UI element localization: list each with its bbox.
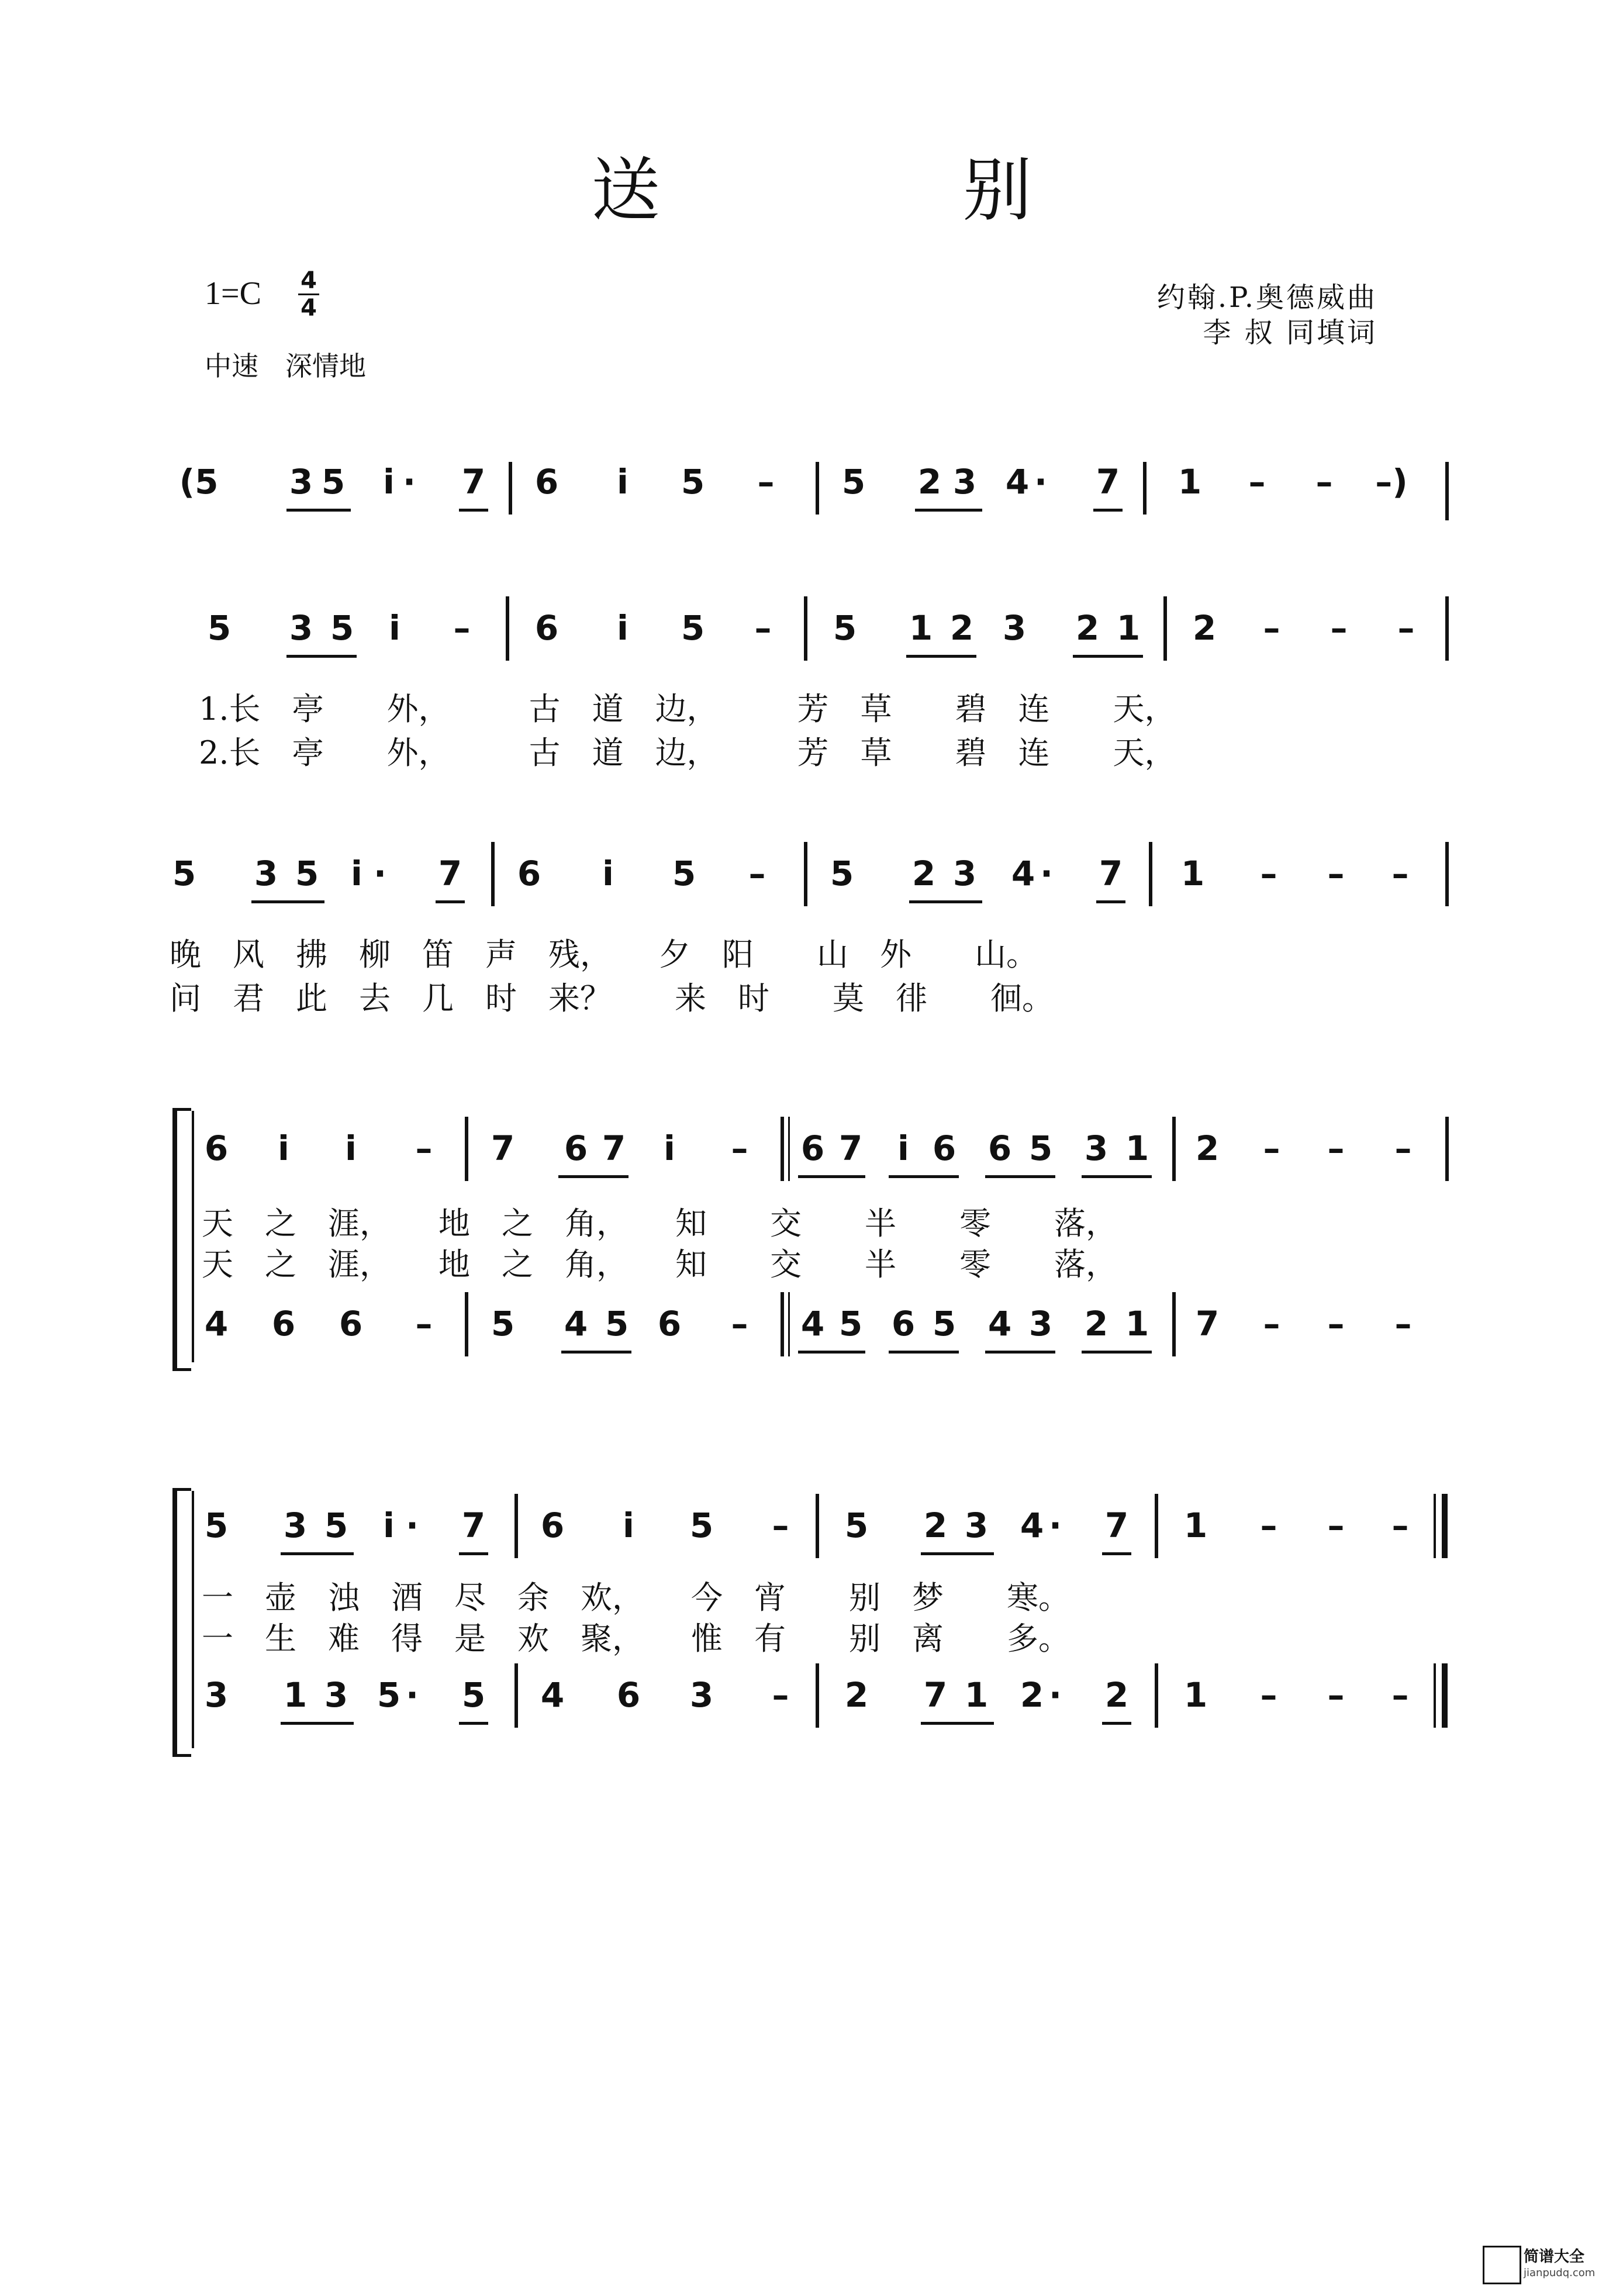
note: 5 [204,1506,229,1545]
note: – [1260,854,1277,893]
lower-note: 6 [271,1304,296,1344]
note: – [415,1128,433,1168]
note: i [623,1506,634,1545]
note: – [1263,1128,1280,1168]
lower-note: 5 [605,1304,629,1344]
dot: · [1048,1675,1062,1715]
note: 5 [689,1506,714,1545]
note: 2 [1192,608,1217,648]
note: 3 [952,462,977,502]
note: 2 [923,1506,948,1545]
lower-note: 2 [844,1675,869,1715]
lower-note: 5 [377,1675,401,1715]
note: – [748,854,766,893]
note: i [664,1128,675,1168]
note: 7 [1096,462,1120,502]
lower-note: – [1260,1675,1277,1715]
note: – [1391,854,1409,893]
note: 1 [1177,462,1202,502]
note: 5 [321,462,346,502]
note: 5 [841,462,866,502]
note: 2 [1075,608,1100,648]
note: 1 [909,608,933,648]
note: 5 [844,1506,869,1545]
key-signature: 1=C [205,275,261,312]
lower-note: 5 [461,1675,486,1715]
note: – [1330,608,1348,648]
note: 3 [952,854,977,893]
note: 6 [932,1128,956,1168]
lower-note: 5 [491,1304,515,1344]
note: 2 [1195,1128,1220,1168]
note: i [617,462,629,502]
lower-note: 1 [1183,1675,1208,1715]
note: 7 [602,1128,626,1168]
system-1 [0,462,1623,532]
note: 7 [438,854,462,893]
note: 6 [800,1128,825,1168]
note: 5 [1028,1128,1053,1168]
lyricist-credit: 李 叔 同填词 [1203,316,1377,349]
lyric-line-1: 晚 风 拂 柳 笛 声 残， 夕 阳 山 外 山。 [170,936,1038,973]
page-title: 送 别 [591,150,1172,230]
note: 6 [204,1128,229,1168]
note: 5 [833,608,857,648]
note: 3 [1002,608,1027,648]
note: 6 [564,1128,588,1168]
system-3 [0,854,1623,1029]
note: (5 [179,462,219,502]
note: i [345,1128,357,1168]
lyric-line-2: 一 生 难 得 是 欢 聚， 惟 有 别 离 多。 [202,1620,1070,1657]
dot: · [405,1506,419,1545]
watermark-url: jianpudq.com [1524,2267,1596,2279]
note: i [897,1128,909,1168]
lyric-line-1: 一 壶 浊 酒 尽 余 欢， 今 宵 别 梦 寒。 [202,1579,1070,1616]
composer-credit: 约翰.P.奥德威曲 [1156,281,1377,314]
note: 3 [964,1506,989,1545]
note: 5 [172,854,196,893]
note: 7 [491,1128,515,1168]
lyric-line-2: 2.长 亭 外， 古 道 边， 芳 草 碧 连 天， [199,734,1176,771]
note: – [1394,1128,1412,1168]
lyric-line-2: 天 之 涯， 地 之 角， 知 交 半 零 落， [202,1246,1117,1283]
lower-note: – [1327,1304,1345,1344]
lower-note: 3 [324,1675,348,1715]
note: 5 [330,608,354,648]
note: –) [1375,462,1408,502]
note: 1 [1180,854,1205,893]
note: – [1260,1506,1277,1545]
lower-note: – [1327,1675,1345,1715]
dot: · [373,854,387,893]
watermark-logo [1483,2243,1605,2284]
note: 1 [1183,1506,1208,1545]
lower-note: 5 [932,1304,956,1344]
lower-note: – [1391,1675,1409,1715]
note: 5 [324,1506,348,1545]
note: – [1391,1506,1409,1545]
lower-note: 4 [564,1304,588,1344]
note: 3 [254,854,278,893]
lyric-line-2: 问 君 此 去 几 时 来？ 来 时 莫 徘 徊。 [170,980,1054,1017]
lower-note: – [1263,1304,1280,1344]
note: – [757,462,775,502]
lower-note: 4 [540,1675,565,1715]
lower-note: 7 [1195,1304,1220,1344]
lower-note: 2 [1104,1675,1129,1715]
dot: · [1034,462,1048,502]
lower-note: 2 [1020,1675,1044,1715]
tempo-marking: 中速 深情地 [205,350,366,382]
note: – [1327,1506,1345,1545]
note: i [278,1128,289,1168]
note: 5 [672,854,696,893]
note: – [1397,608,1415,648]
note: 5 [681,462,705,502]
dot: · [1040,854,1054,893]
note: 6 [540,1506,565,1545]
time-signature-bottom: 4 [301,295,317,322]
lower-note: 5 [838,1304,863,1344]
note: 1 [1116,608,1141,648]
note: 3 [283,1506,308,1545]
note: – [731,1128,748,1168]
lower-note: 3 [689,1675,714,1715]
lower-note: – [1394,1304,1412,1344]
note: – [1248,462,1266,502]
note: 2 [917,462,942,502]
lower-note: 1 [964,1675,989,1715]
lower-note: 1 [283,1675,308,1715]
note: – [1263,608,1280,648]
time-signature [298,269,319,320]
lower-note: 3 [204,1675,229,1715]
note: 5 [295,854,319,893]
note: 7 [838,1128,863,1168]
note: – [772,1506,789,1545]
note: 3 [1084,1128,1109,1168]
dot: · [405,1675,419,1715]
note: 5 [830,854,854,893]
lyric-line-1: 天 之 涯， 地 之 角， 知 交 半 零 落， [202,1205,1117,1242]
note: 7 [1099,854,1123,893]
note: 7 [461,1506,486,1545]
note: – [1327,854,1345,893]
lower-note: 6 [891,1304,916,1344]
note: – [754,608,772,648]
note: i [389,608,400,648]
lower-note: 4 [204,1304,229,1344]
note: 4 [1011,854,1035,893]
lower-note: 1 [1125,1304,1149,1344]
lower-note: 7 [923,1675,948,1715]
watermark-brand: 简谱大全 [1524,2248,1585,2266]
lower-note: – [415,1304,433,1344]
note: 7 [1104,1506,1129,1545]
lower-note: 6 [616,1675,641,1715]
note: 7 [461,462,486,502]
note: 2 [949,608,974,648]
piano-keys-icon [1483,2246,1521,2284]
lower-note: – [772,1675,789,1715]
lower-note: 2 [1084,1304,1109,1344]
note: 6 [534,608,559,648]
system-4 [0,1128,1623,1374]
system-5 [0,1506,1623,1751]
system-2 [0,608,1623,783]
note: 6 [987,1128,1012,1168]
note: i [351,854,362,893]
note: 4 [1005,462,1030,502]
lower-note: 4 [800,1304,825,1344]
lower-note: 6 [657,1304,682,1344]
lower-note: 4 [987,1304,1012,1344]
note: 5 [207,608,232,648]
lyric-line-1: 1.长 亭 外， 古 道 边， 芳 草 碧 连 天， [199,690,1176,727]
note: i [383,462,395,502]
dot: · [1048,1506,1062,1545]
note: i [617,608,629,648]
note: 5 [681,608,705,648]
lower-note: – [731,1304,748,1344]
note: – [1327,1128,1345,1168]
time-signature-top: 4 [301,267,317,294]
note: 6 [517,854,541,893]
note: 4 [1020,1506,1044,1545]
lower-note: 3 [1028,1304,1053,1344]
dot: · [402,462,416,502]
note: 3 [289,462,313,502]
note: 6 [534,462,559,502]
note: 2 [911,854,936,893]
note: 3 [289,608,313,648]
note: – [1315,462,1333,502]
note: – [453,608,471,648]
note: 1 [1125,1128,1149,1168]
lower-note: 6 [339,1304,363,1344]
note: i [383,1506,395,1545]
note: i [602,854,614,893]
